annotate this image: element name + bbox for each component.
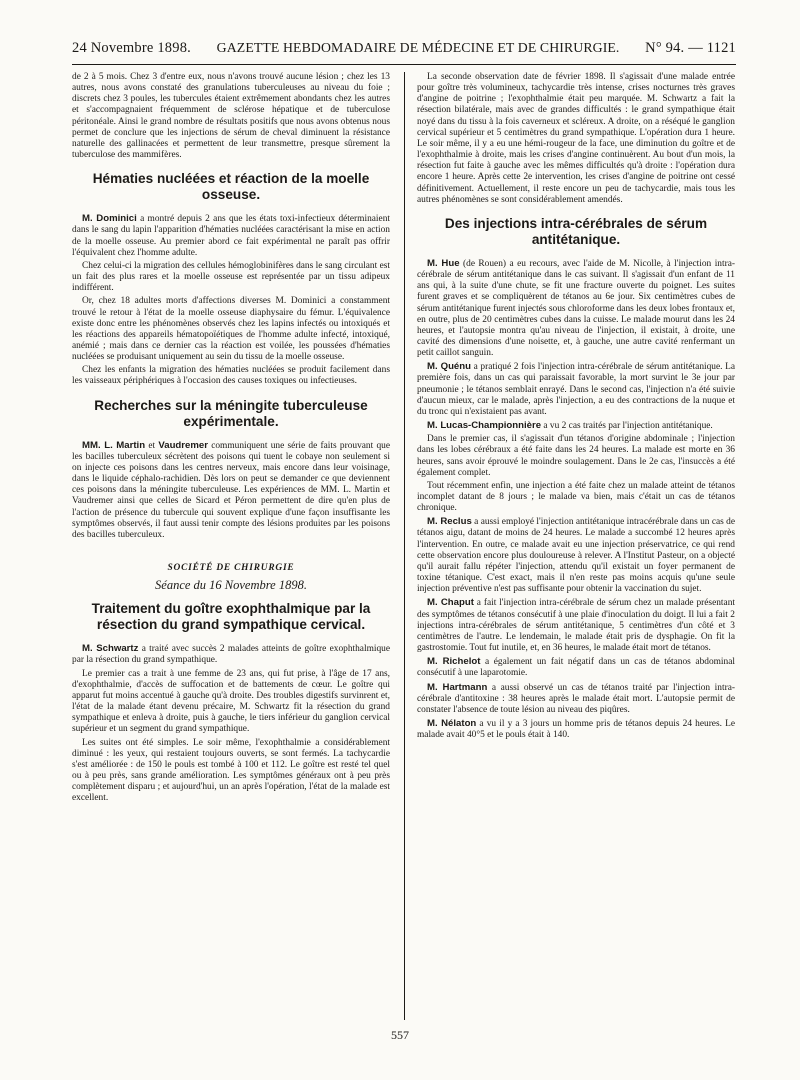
society-title: SOCIÉTÉ DE CHIRURGIE — [167, 563, 295, 573]
section-heading: Traitement du goître exophthalmique par la résection du grand sympathique cervical. — [91, 601, 371, 633]
paragraph — [72, 643, 390, 666]
paragraph: Chez les enfants la migration des hématies nucléées se produit facilement dans les vaisseaux périphériques à l'occasion des causes toxiques ou infectieuses. — [72, 365, 390, 387]
paragraph-text: et — [145, 440, 159, 451]
section-heading: Des injections intra-cérébrales de sérum antitétanique. — [444, 215, 708, 247]
paragraph — [417, 597, 735, 654]
author-name: M. Quénu — [427, 361, 471, 373]
author-name: Vaudremer — [158, 439, 208, 451]
left-column — [72, 72, 390, 1020]
paragraph — [417, 258, 735, 359]
column-divider — [404, 72, 405, 1020]
session-date: Séance du 16 Novembre 1898. — [155, 578, 307, 593]
section-heading: Hématies nucléées et réaction de la moelle osseuse. — [92, 171, 370, 203]
page-number: 557 — [391, 1028, 409, 1042]
paragraph — [417, 420, 735, 432]
paragraph — [72, 213, 390, 259]
paragraph: La seconde observation date de février 1898. Il s'agissait d'une malade entrée pour goître très volumineux, tachycardie très intense, crises nocturnes très graves d'angine de poitrine ; l'exophthalmie était peu marquée. M. Schwartz a fait la résection bilatérale, mais avec de grandes difficultés : le grand sympathique était noyé dans du tissu à la fois caverneux et scléreux. A droite, on a réséqué le ganglion cervical supérieur et 5 centimètres du grand sympathique. L'opération dura 1 heure. Le soir même, il y a eu une hémi-rougeur de la face, une diminution du goître et de l'exophthalmie à droite, mais les crises d'angine continuèrent. Au bout d'un mois, la résection fut faite à gauche avec les mêmes difficultés qu'à droite : l'opération dura encore 1 heure. Après cette 2e intervention, les crises d'angine de poitrine ont cessé définitivement. Actuellement, il reste encore un peu de tachycardie, mais tous les autres phénomènes se sont considérablement amendés. — [417, 72, 735, 205]
header-issue-number: N° 94. — 1121 — [645, 40, 736, 56]
paragraph: Le premier cas a trait à une femme de 23 ans, qui fut prise, à l'âge de 17 ans, d'exophthalmie, d'accès de suffocation et de battements de cœur. Le goître qui apparut fut moins accentué à gauche qu'à droite. Des troubles digestifs survinrent et, l'état de la malade étant devenu précaire, M. Schwartz fit la résection du grand sympathique et enleva à droite, puis à gauche, le tiers inférieur du ganglion cervical supérieur et un segment du grand sympathique. — [72, 668, 390, 735]
paragraph: Tout récemment enfin, une injection a été faite chez un malade atteint de tétanos incomplet datant de 8 jours ; le malade va bien, mais c'était un cas de tétanos chronique. — [417, 480, 735, 514]
paragraph — [417, 718, 735, 741]
paragraph-text: a aussi employé l'injection antitétanique intracérébrale dans un cas de tétanos aigu, datant de moins de 24 heures. Le malade a succombé 12 heures après l'intervention. En outre, ce malade avait eu une injection préservatrice, ce qui rend cette observation encore plus douloureuse à relever. A l'Institut Pasteur, on a objecté qu'il aurait fallu répéter l'injection, attendu qu'il existait un foyer permanent de toxine tétanique. C'est exact, mais il n'en reste pas moins acquis qu'une seule injection préventive n'est pas suffisante pour obtenir la vaccination du sujet. — [417, 517, 735, 595]
author-name: M. Hartmann — [427, 681, 488, 693]
paragraph: de 2 à 5 mois. Chez 3 d'entre eux, nous n'avons trouvé aucune lésion ; chez les 13 autres, nous avons constaté des granulations tuberculeuses au niveau du foie ; discrets chez 3 poules, les tubercules étaient extrêmement abondants chez les autres et s'accompagnaient fréquemment de sclérose hépatique et de tuberculose péritonéale. Ainsi le grand nombre de résultats positifs que nous avons obtenus nous permet de conclure que les injections de sérum de cheval diminuent la résistance naturelle des gallinacées et permettent de leur transmettre, presque sûrement la tuberculose des mammifères. — [72, 72, 390, 161]
author-name: M. Schwartz — [82, 643, 139, 655]
paragraph: Chez celui-ci la migration des cellules hémoglobinifères dans le sang circulant est un fait des plus rares et la moelle osseuse est représentée par un tissu adipeux indifférent. — [72, 260, 390, 294]
author-name: M. Nélaton — [427, 717, 477, 729]
paragraph: Or, chez 18 adultes morts d'affections diverses M. Dominici a constamment trouvé le retour à l'état de la moelle osseuse diaphysaire du fémur. L'équivalence existe donc entre les phénomènes observés chez les lapins infectés ou intoxiqués et les réactions des appareils hématopoïétiques de l'homme adulte infecté, intoxiqué, anémié ; mais dans ce dernier cas la réaction est voilée, les poussées d'hématies nucléées se produisant uniquement au sein du tissu de la moelle osseuse. — [72, 296, 390, 363]
paragraph-text: a fait l'injection intra-cérébrale de sérum chez un malade présentant des symptômes de tétanos consécutif à une plaie d'inoculation du doigt. Il lui a fait 2 injections intra-cérébrales de sérum antitétanique, 5 centimètres d'un côté et 3 centimètres de l'autre. Le lendemain, le malade était pris de dysphagie. On fit la gastrostomie. Tout fut inutile, et, en 36 heures, le malade était mort de tétanos. — [417, 598, 735, 654]
right-column — [417, 72, 735, 1020]
paragraph-text: a vu 2 cas traités par l'injection antitétanique. — [541, 421, 713, 432]
page-header — [72, 40, 736, 57]
paragraph-text: a vu il y a 3 jours un homme pris de tétanos depuis 24 heures. Le malade avait 40°5 et le pouls était à 140. — [417, 718, 735, 741]
paragraph — [417, 682, 735, 716]
paragraph — [417, 361, 735, 418]
paragraph-text: (de Rouen) a eu recours, avec l'aide de M. Nicolle, à l'injection intra-cérébrale de sérum antitétanique dans le cas suivant. Il s'agissait d'un enfant de 11 ans qui, à la suite d'une chute, se fit une fracture ouverte du poignet. Les suites furent graves et se compliquèrent de tétanos au 6e jour. Six centimètres cubes de sérum antitétanique furent injectés sous chloroforme dans les deux lobes frontaux et, en outre, plus de 20 centimètres cubes dans la cuisse. Le malade mourut dans les 24 heures, et l'autopsie montra qu'au niveau de l'injection, il existait, à droite, une cavité des dimensions d'une noisette, et, à gauche, une autre cavité renfermant un petit caillot sanguin. — [417, 258, 735, 359]
author-name: M. Lucas-Championnière — [427, 420, 542, 432]
paragraph-text: a également un fait négatif dans un cas de tétanos abdominal consécutif à une laparotomie. — [417, 657, 735, 679]
author-name: M. Reclus — [427, 516, 472, 528]
author-name: M. Dominici — [82, 213, 137, 225]
author-name: M. Richelot — [427, 656, 481, 668]
paragraph: Les suites ont été simples. Le soir même, l'exophthalmie a considérablement diminué : les yeux, qui restaient toujours ouverts, se sont fermés. La tachycardie s'est améliorée : de 150 le pouls est tombé à 100 et 112. Le goître est resté tel quel ou à peu près, sans grande amélioration. Les symptômes généraux ont à peu près complètement disparu ; et aujourd'hui, un an après l'opération, l'état de la malade est excellent. — [72, 737, 390, 804]
header-date: 24 Novembre 1898. — [72, 40, 191, 56]
paragraph — [72, 440, 390, 541]
paragraph — [417, 656, 735, 679]
header-journal-title: GAZETTE HEBDOMADAIRE DE MÉDECINE ET DE CHIRURGIE. — [216, 40, 620, 55]
author-name: M. Chaput — [427, 597, 474, 609]
paragraph-text: a aussi observé un cas de tétanos traité par l'injection intra-cérébrale d'antitoxine : 38 heures après le malade était mort. L'autopsie permit de constater l'absence de toute lésion au niveau des piqûres. — [417, 682, 735, 715]
author-name: M. Hue — [427, 257, 460, 269]
author-name: MM. L. Martin — [82, 439, 146, 451]
paragraph-text: a montré depuis 2 ans que les états toxi-infectieux déterminaient dans le sang du lapin l'apparition d'hématies nucléées caractérisant la mise en action de la moelle osseuse. Au premier abord ce fait expérimental ne paraît pas offrir l'équivalent chez l'homme adulte. — [72, 214, 390, 258]
paragraph-text: a traité avec succès 2 malades atteints de goître exophthalmique par la résection du grand sympathique. — [72, 644, 390, 666]
header-rule — [72, 64, 736, 65]
section-heading: Recherches sur la méningite tuberculeuse expérimentale. — [94, 397, 368, 429]
paragraph — [417, 516, 735, 595]
paragraph: Dans le premier cas, il s'agissait d'un tétanos d'origine abdominale ; l'injection dans les lobes cérébraux a été faite dans les 24 heures. La malade est morte en 36 heures, sans avoir éprouvé le moindre soulagement. Dans le 2e cas, l'insuccès a été également complet. — [417, 434, 735, 478]
paragraph-text: a pratiqué 2 fois l'injection intra-cérébrale de sérum antitétanique. La première fois, dans un cas qui paraissait favorable, la mort survint le 3e jour par pneumonie ; le tétanos semblait enrayé. Dans le second cas, l'injection n'a été suivie d'aucun mieux, car le malade, après l'injection, a eu des contractions de la nuque et du tronc qui n'existaient pas avant. — [417, 362, 735, 417]
paragraph-text: communiquent une série de faits prouvant que les bacilles tuberculeux sécrètent des poisons qui tuent le cobaye non seulement si on injecte ces poisons dans les centres nerveux, mais encore dans leur voisinage, dans le liquide céphalo-rachidien. Dès lors on peut se demander ce que deviennent ces poisons dans la méningite tuberculeuse. Les expériences de MM. L. Martin et Vaudremer ainsi que celles de Sicard et Péron permettent de dire qu'en plus de l'action de présence du tubercule qui souvent explique d'une façon insuffisante les symptômes observés, il faut aussi tenir compte des lésions produites par les poisons des bacilles tuberculeux. — [72, 440, 390, 540]
